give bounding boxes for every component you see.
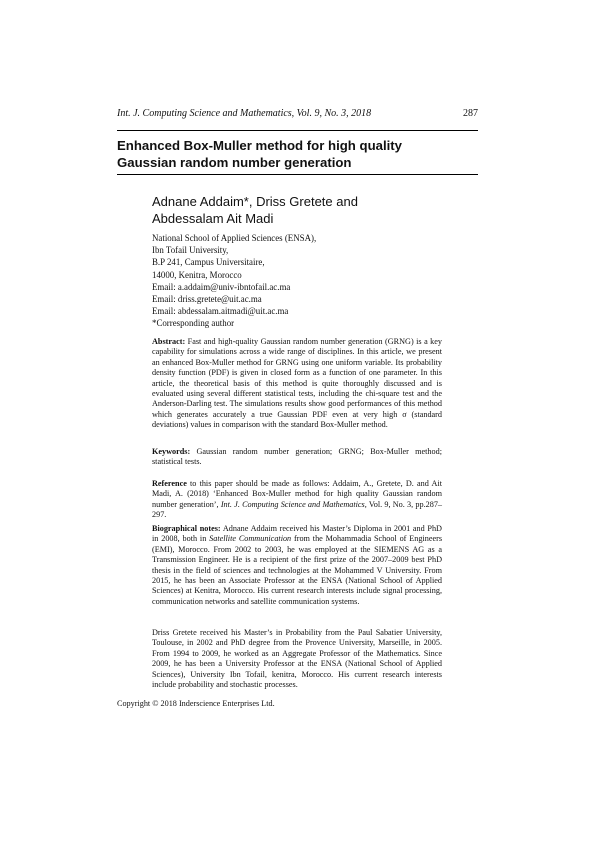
authors-line-2: Abdessalam Ait Madi (152, 211, 274, 226)
abstract (152, 337, 442, 431)
affiliation-line: B.P 241, Campus Universitaire, (152, 257, 265, 268)
author-email[interactable]: Email: driss.gretete@uit.ac.ma (152, 294, 262, 305)
affiliation-line: 14000, Kenitra, Morocco (152, 269, 242, 280)
reference-note (152, 479, 442, 521)
bio-text: from the Mohammadia School of Engineers (EMI), Morocco. From 2002 to 2003, he was employed at the SIEMENS AG as a Transmission Engineer. He is a recipient of the first prize of the 2007–2009 best PhD thesis in the field of sciences and technologies at the Mohammed V University. From 2015, he has been an Associate Professor at the ENSA (National School of Applied Sciences) at Kenitra, Morocco. His current research interests include signal processing, communication networks and satellite communication systems. (152, 534, 442, 606)
title-top-rule (117, 130, 478, 131)
keywords-label: Keywords: (152, 447, 191, 456)
copyright-notice: Copyright © 2018 Inderscience Enterprises Ltd. (117, 699, 275, 708)
reference-journal: Int. J. Computing Science and Mathematics (220, 499, 365, 509)
page-number: 287 (463, 108, 478, 119)
abstract-label: Abstract: (152, 337, 186, 346)
affiliation-block (152, 232, 478, 330)
reference-volume: , Vol. 9, No. 3, pp.287–297. (152, 499, 443, 520)
keywords-text: Gaussian random number generation; GRNG; Box-Muller method; statistical tests. (152, 447, 442, 467)
author-email[interactable]: Email: a.addaim@univ-ibntofail.ac.ma (152, 281, 291, 292)
title-line-1: Enhanced Box-Muller method for high quality (117, 138, 403, 153)
reference-text: to this paper should be made as follows: Addaim, A., Gretete, D. and Ait Madi, A. (2018) ‘Enhanced Box-Muller method for high quality Gaussian random number generation’, (152, 479, 442, 509)
bio-label: Biographical notes: (152, 524, 221, 533)
abstract-text: Fast and high-quality Gaussian random number generation (GRNG) is a key capability for simulations across a wide range of disciplines. In this article, we present an enhanced Box-Muller method for GRNG using one uniform variable. Its probability density function (PDF) is given in closed form as a function of one parameter. In this article, the theoretical basis of this method is quite thoroughly discussed and is evaluated using several different statistical tests, including the chi-square test and the Anderson-Darling test. The simulations results show good performances of this method which generates accurately a true Gaussian PDF even at very high σ (standard deviations) values in comparison with the standard Box-Muller method. (152, 337, 442, 430)
title-bottom-rule (117, 174, 478, 175)
biographical-notes-2: Driss Gretete received his Master’s in Probability from the Paul Sabatier University, Toulouse, in 2002 and PhD degree from the Provence University, Marseille, in 2005. From 1994 to 2009, he worked as an Aggregate Professor of the Mathematics. Since 2009, he has been a University Professor at the ENSA (National School of Applied Sciences), University Ibn Tofail, kenitra, Morocco. His current research interests include probability and stochastic processes. (152, 628, 442, 690)
title-line-2: Gaussian random number generation (117, 154, 352, 170)
author-email[interactable]: Email: abdessalam.aitmadi@uit.ac.ma (152, 306, 289, 317)
paper-title (117, 138, 478, 171)
biographical-notes (152, 524, 442, 607)
author-list (152, 193, 478, 227)
journal-citation: Int. J. Computing Science and Mathematics, Vol. 9, No. 3, 2018 (117, 108, 372, 119)
affiliation-line: Ibn Tofail University, (152, 245, 229, 256)
corresponding-author-note: *Corresponding author (152, 318, 235, 329)
affiliation-line: National School of Applied Sciences (ENSA), (152, 233, 317, 243)
bio-text: Adnane Addaim received his Master’s Diploma in 2001 and PhD in 2008, both in (152, 524, 442, 544)
reference-label: Reference (152, 479, 187, 488)
bio-italic-term: Satellite Communication (209, 534, 292, 544)
authors-line-1: Adnane Addaim*, Driss Gretete and (152, 194, 358, 209)
keywords (152, 447, 442, 468)
